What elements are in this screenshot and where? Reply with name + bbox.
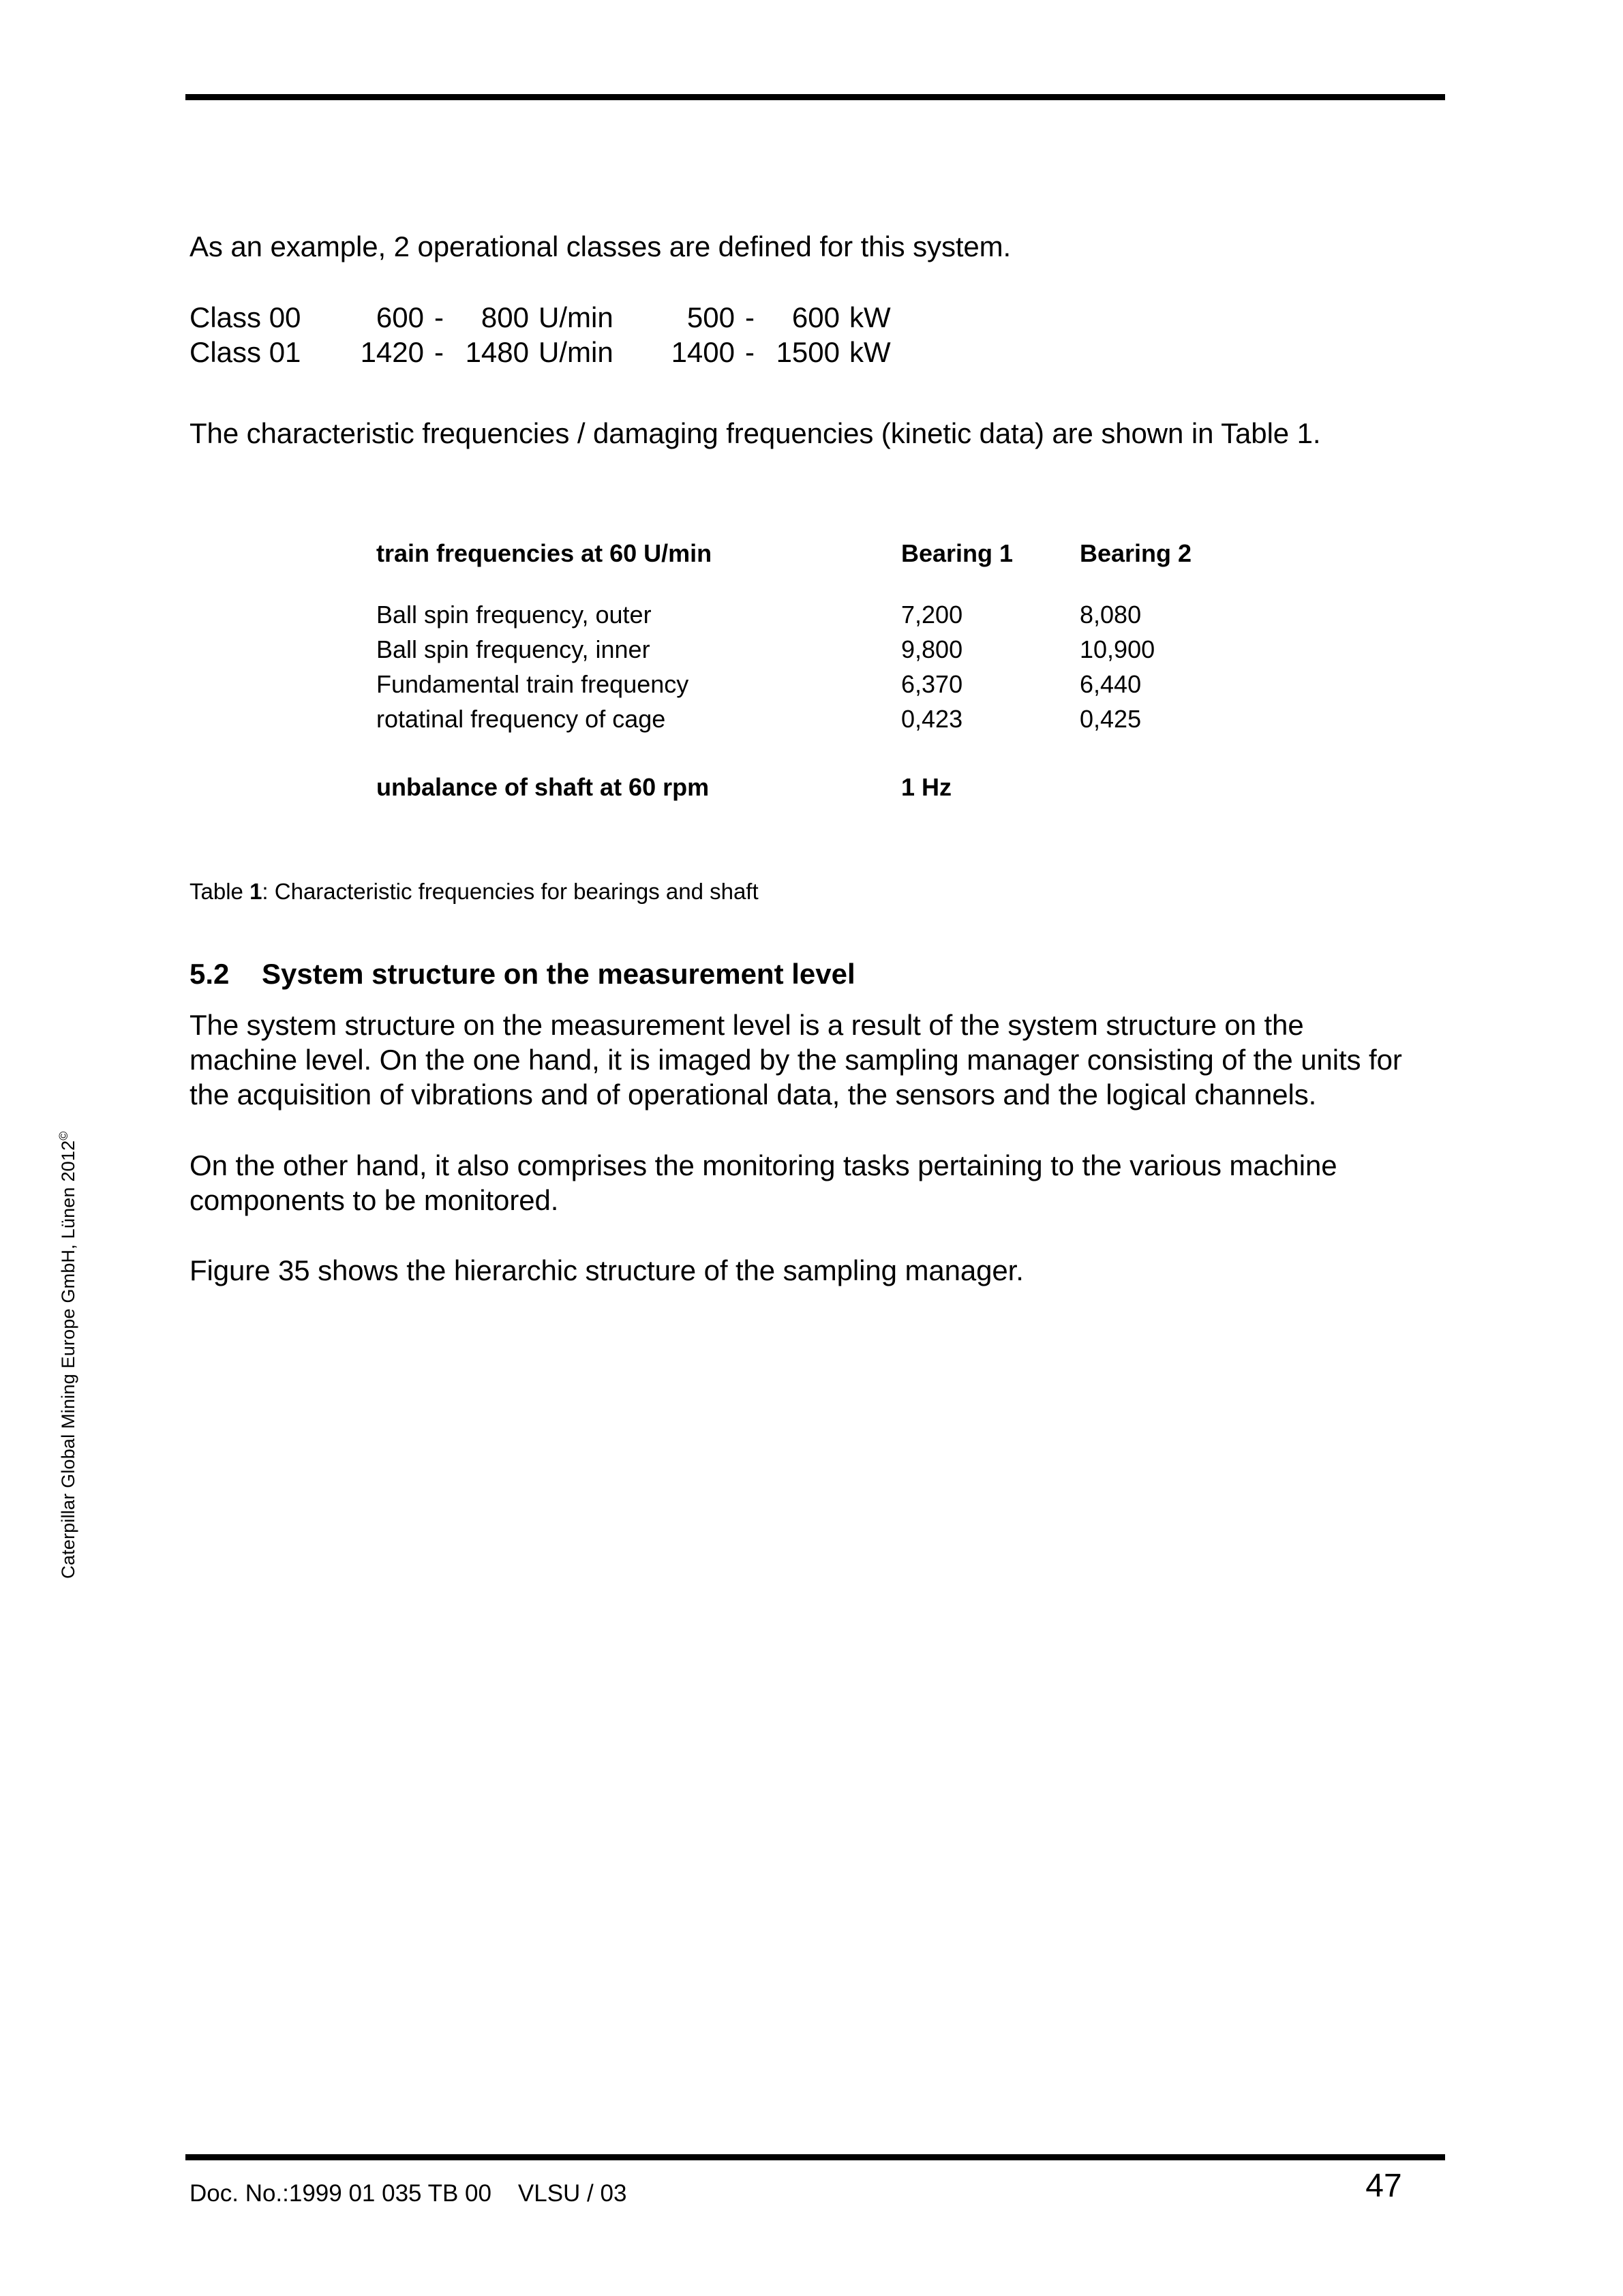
table-row — [376, 667, 1262, 701]
table-row — [376, 701, 1262, 736]
table-cell-bearing-1: 0,423 — [901, 705, 963, 733]
section-number: 5.2 — [189, 957, 230, 990]
table-cell-bearing-2: 6,440 — [1080, 670, 1142, 698]
sidebar-copyright-notice — [57, 679, 79, 1579]
class-power-dash: - — [745, 336, 755, 368]
table-cell-label: rotatinal frequency of cage — [376, 705, 666, 733]
table-caption-number: 1 — [249, 879, 262, 904]
class-power-unit: kW — [849, 301, 891, 333]
characteristic-frequencies-paragraph: The characteristic frequencies / damaging frequencies (kinetic data) are shown in Table 1. — [189, 417, 1321, 449]
class-power-unit: kW — [849, 336, 891, 368]
intro-paragraph: As an example, 2 operational classes are defined for this system. — [189, 230, 1012, 262]
class-row — [189, 300, 891, 335]
class-speed-unit: U/min — [539, 301, 613, 333]
table-summary-bearing-2 — [1080, 770, 1262, 804]
characteristic-frequencies-table — [376, 536, 1262, 804]
table-caption-prefix: Table — [189, 879, 250, 904]
body-paragraph-2: On the other hand, it also comprises the monitoring tasks pertaining to the various machine components to be monitored. — [189, 1149, 1337, 1216]
class-name: Class 00 — [189, 301, 301, 333]
table-cell-label: Fundamental train frequency — [376, 670, 689, 698]
table-cell-label: Ball spin frequency, outer — [376, 601, 652, 629]
table-cell-bearing-1: 7,200 — [901, 601, 963, 629]
footer-page-number: 47 — [1365, 2168, 1402, 2204]
table-summary-row — [376, 770, 1262, 804]
class-speed-min: 600 — [376, 301, 424, 333]
table-cell-label: Ball spin frequency, inner — [376, 635, 650, 663]
section-title: System structure on the measurement level — [262, 957, 855, 990]
table-cell-bearing-1: 9,800 — [901, 635, 963, 663]
class-speed-max: 1480 — [465, 336, 529, 368]
class-speed-dash: - — [434, 301, 444, 333]
table-cell-bearing-2: 8,080 — [1080, 601, 1142, 629]
figure-reference-paragraph: Figure 35 shows the hierarchic structure of the sampling manager. — [189, 1254, 1024, 1286]
class-speed-unit: U/min — [539, 336, 613, 368]
class-speed-min: 1420 — [360, 336, 424, 368]
footer-rule — [185, 2154, 1445, 2160]
table-row — [376, 597, 1262, 632]
table-summary-label: unbalance of shaft at 60 rpm — [376, 773, 710, 801]
class-name: Class 01 — [189, 336, 301, 368]
section-heading — [189, 956, 855, 991]
class-power-min: 1400 — [671, 336, 735, 368]
table-cell-bearing-2: 10,900 — [1080, 635, 1155, 663]
table-header-bearing-1: Bearing 1 — [901, 539, 1014, 567]
table-spacer-cell — [1080, 736, 1262, 770]
class-row — [189, 335, 891, 369]
operational-classes-list — [189, 300, 891, 369]
copyright-mark-icon: © — [57, 1131, 71, 1141]
table-cell-bearing-1: 6,370 — [901, 670, 963, 698]
table-row — [376, 632, 1262, 667]
table-header-bearing-2: Bearing 2 — [1080, 539, 1192, 567]
table-spacer-cell — [376, 736, 901, 770]
table-summary-bearing-1: 1 Hz — [901, 773, 952, 801]
header-rule — [185, 94, 1445, 100]
class-speed-dash: - — [434, 336, 444, 368]
class-speed-max: 800 — [481, 301, 529, 333]
sidebar-copyright-text: Caterpillar Global Mining Europe GmbH, Lünen 2012 — [58, 1140, 79, 1579]
table-caption — [189, 877, 759, 906]
table-caption-suffix: : Characteristic frequencies for bearings and shaft — [262, 879, 759, 904]
class-power-dash: - — [745, 301, 755, 333]
class-power-max: 600 — [791, 301, 840, 333]
class-power-min: 500 — [686, 301, 735, 333]
body-paragraph-1: The system structure on the measurement level is a result of the system structure on the machine level. On the one hand, it is imaged by the sampling manager consisting of the units for the acquisition of vibrations and of operational data, the sensors and the logical channels. — [189, 1009, 1402, 1111]
table-spacer-cell — [901, 736, 1080, 770]
table-header-row — [376, 536, 1262, 597]
table-spacer-row — [376, 736, 1262, 770]
table-cell-bearing-2: 0,425 — [1080, 705, 1142, 733]
class-power-max: 1500 — [776, 336, 840, 368]
table-header-label: train frequencies at 60 U/min — [376, 539, 712, 567]
footer-document-number: Doc. No.:1999 01 035 TB 00 VLSU / 03 — [189, 2180, 627, 2207]
